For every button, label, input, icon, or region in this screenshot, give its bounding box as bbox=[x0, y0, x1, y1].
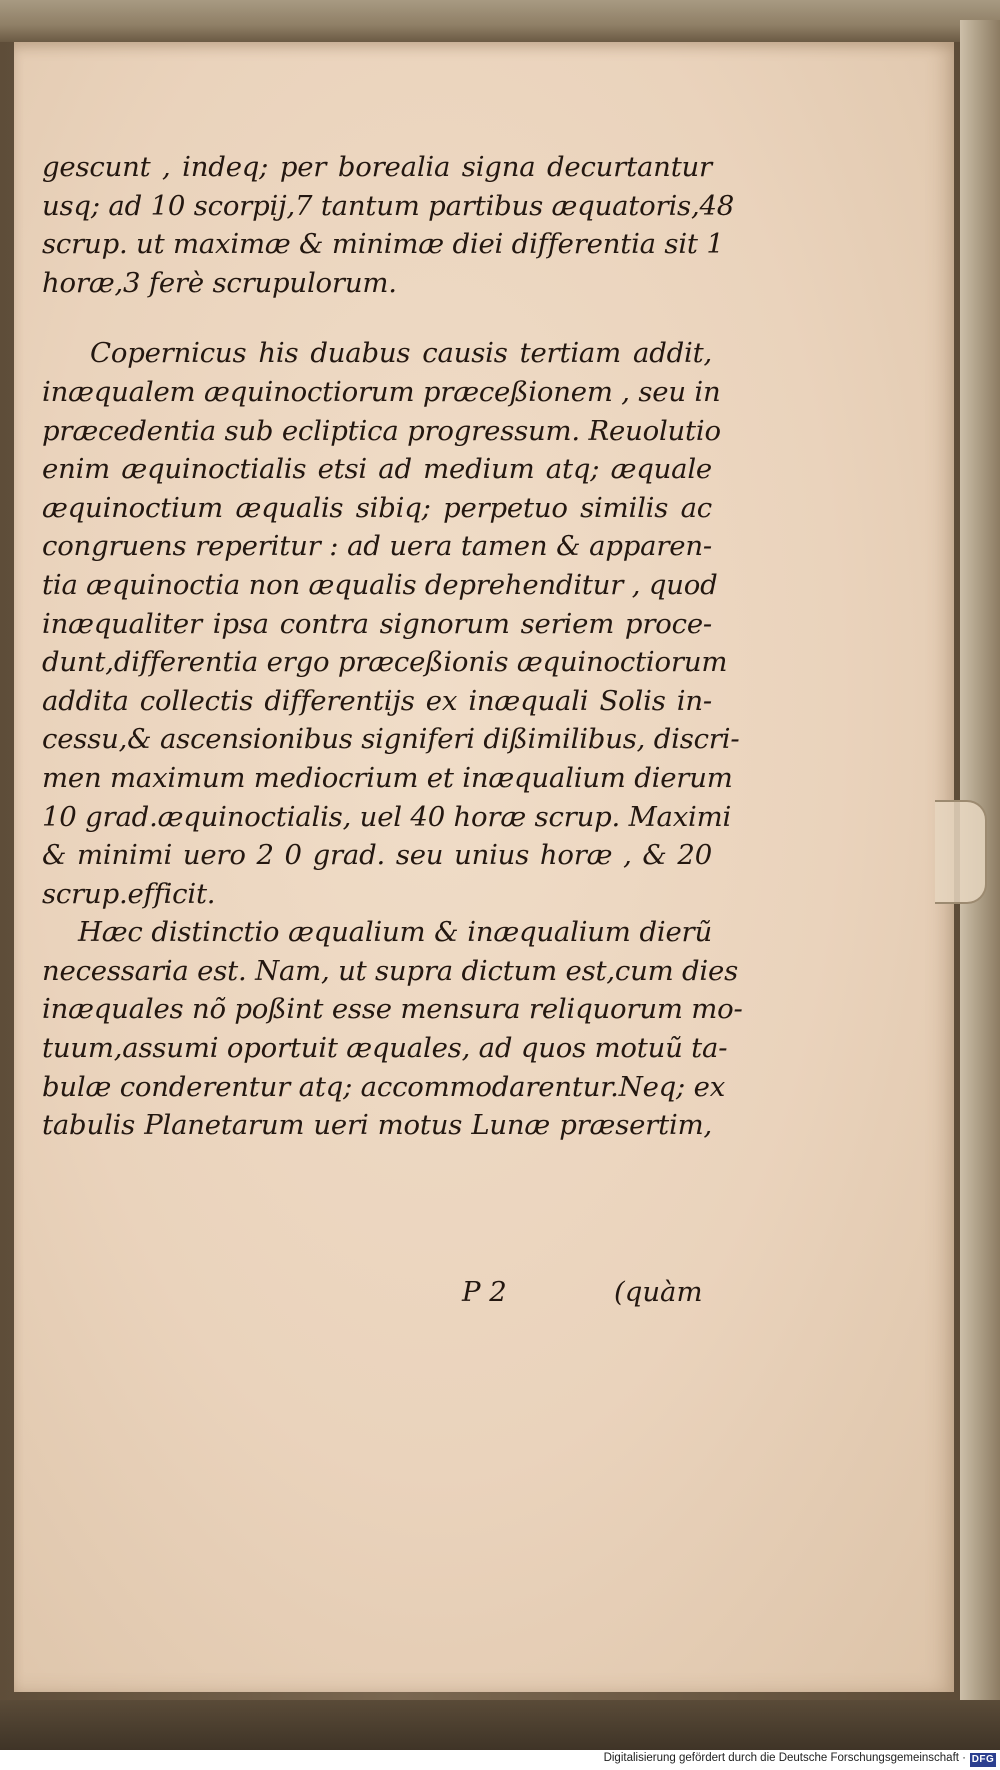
book-top-edge bbox=[0, 0, 1000, 42]
paragraph bbox=[42, 334, 712, 373]
text-line: 10 grad.æquinoctialis, uel 40 horæ scrup. Maximi bbox=[42, 800, 732, 833]
text-line: tuum,assumi oportuit æquales, ad quos motuũ ta- bbox=[42, 1032, 728, 1065]
text-line: inæqualiter ipsa contra signorum seriem proce- bbox=[42, 607, 712, 640]
text-line: scrup.efficit. bbox=[42, 877, 216, 910]
text-line: congruens reperitur : ad uera tamen & apparen- bbox=[42, 530, 712, 563]
text-line: præcedentia sub ecliptica progressum. Reuolutio bbox=[42, 414, 721, 447]
text-line: tabulis Planetarum ueri motus Lunæ præsertim, bbox=[42, 1109, 712, 1142]
digitization-credit: Digitalisierung gefördert durch die Deutsche Forschungsgemeinschaft · bbox=[603, 1752, 966, 1764]
text-line: gescunt , indeq; per borealia signa decurtantur bbox=[42, 151, 712, 183]
text-line: scrup. ut maximæ & minimæ diei differentia sit 1 bbox=[42, 228, 724, 261]
text-line: usq; ad 10 scorpij,7 tantum partibus æquatoris,48 bbox=[42, 189, 735, 222]
text-line: bulæ conderentur atq; accommodarentur.Neq; ex bbox=[42, 1070, 726, 1103]
paragraph bbox=[42, 148, 735, 302]
text-line: men maximum mediocrium et inæqualium dierum bbox=[42, 761, 733, 794]
text-line: horæ,3 ferè scrupulorum. bbox=[42, 266, 397, 299]
text-line: inæquales nõ poßint esse mensura reliquorum mo- bbox=[42, 993, 743, 1026]
paragraph-gap bbox=[42, 302, 712, 334]
text-line: addita collectis differentijs ex inæquali Solis in- bbox=[42, 684, 712, 717]
text-line: Copernicus his duabus causis tertiam addit, bbox=[90, 337, 712, 370]
catchword: (quàm bbox=[614, 1276, 703, 1308]
text-line: cessu,& ascensionibus signiferi dißimilibus, discri- bbox=[42, 723, 740, 756]
text-line: dunt,differentia ergo præceßionis æquinoctiorum bbox=[42, 646, 728, 679]
paragraph bbox=[42, 373, 740, 913]
text-line: Hæc distinctio æqualium & inæqualium dierũ bbox=[78, 916, 712, 949]
text-line: enim æquinoctialis etsi ad medium atq; æquale bbox=[42, 453, 712, 486]
dfg-logo: DFG bbox=[971, 1754, 995, 1765]
text-line: inæqualem æquinoctiorum præceßionem , seu in bbox=[42, 375, 721, 408]
text-line: æquinoctium æqualis sibiq; perpetuo similis ac bbox=[42, 491, 712, 524]
text-line: necessaria est. Nam, ut supra dictum est,cum dies bbox=[42, 954, 738, 987]
paragraph bbox=[42, 913, 712, 952]
text-line: tia æquinoctia non æqualis deprehenditur , quod bbox=[42, 568, 718, 601]
text-line: & minimi uero 2 0 grad. seu unius horæ , & 20 bbox=[42, 839, 712, 872]
paragraph bbox=[42, 952, 743, 1145]
page-body-text bbox=[42, 148, 743, 1145]
book-bottom-edge bbox=[0, 1700, 1000, 1750]
page-fold bbox=[935, 800, 987, 904]
signature-mark: P 2 bbox=[462, 1276, 507, 1308]
